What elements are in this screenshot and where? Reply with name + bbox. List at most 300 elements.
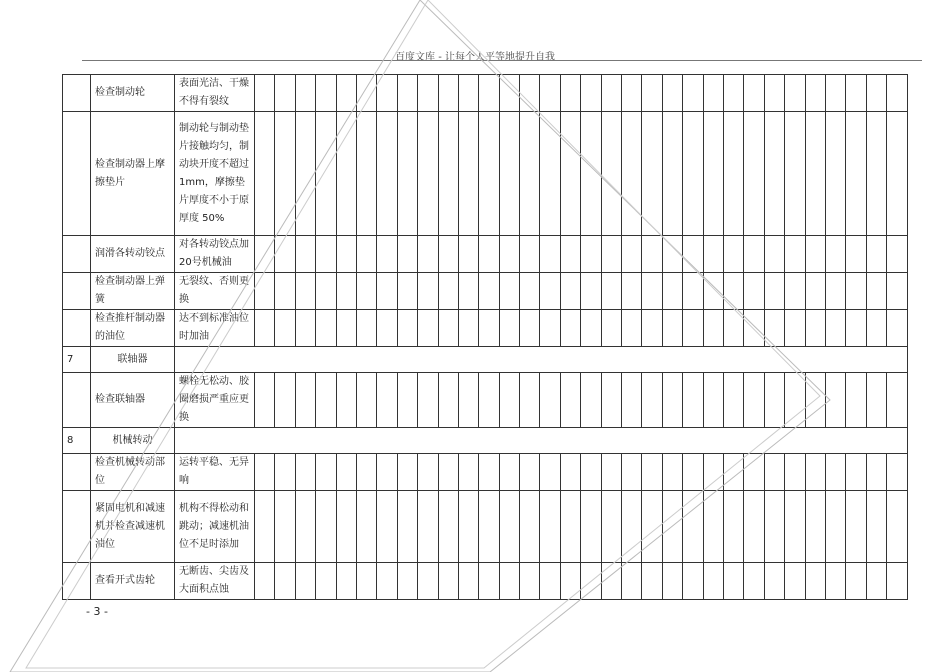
record-cell[interactable] <box>418 112 438 236</box>
record-cell[interactable] <box>499 563 519 600</box>
record-cell[interactable] <box>458 310 478 347</box>
record-cell[interactable] <box>887 236 907 273</box>
record-cell[interactable] <box>560 454 580 491</box>
record-cell[interactable] <box>683 273 703 310</box>
record-cell[interactable] <box>255 112 275 236</box>
record-cell[interactable] <box>805 273 825 310</box>
record-cell[interactable] <box>356 112 376 236</box>
record-cell[interactable] <box>295 236 315 273</box>
record-cell[interactable] <box>846 112 866 236</box>
record-cell[interactable] <box>397 491 417 563</box>
record-cell[interactable] <box>785 112 805 236</box>
record-cell[interactable] <box>887 310 907 347</box>
record-cell[interactable] <box>601 310 621 347</box>
record-cell[interactable] <box>601 373 621 428</box>
record-cell[interactable] <box>499 273 519 310</box>
record-cell[interactable] <box>336 236 356 273</box>
record-cell[interactable] <box>887 112 907 236</box>
record-cell[interactable] <box>642 491 662 563</box>
record-cell[interactable] <box>336 373 356 428</box>
record-cell[interactable] <box>397 310 417 347</box>
record-cell[interactable] <box>377 373 397 428</box>
record-cell[interactable] <box>581 310 601 347</box>
record-cell[interactable] <box>846 273 866 310</box>
record-cell[interactable] <box>642 373 662 428</box>
record-cell[interactable] <box>560 563 580 600</box>
record-cell[interactable] <box>479 236 499 273</box>
record-cell[interactable] <box>866 454 886 491</box>
record-cell[interactable] <box>703 310 723 347</box>
record-cell[interactable] <box>723 310 743 347</box>
record-cell[interactable] <box>520 112 540 236</box>
record-cell[interactable] <box>703 454 723 491</box>
record-cell[interactable] <box>622 75 642 112</box>
record-cell[interactable] <box>744 491 764 563</box>
record-cell[interactable] <box>479 454 499 491</box>
record-cell[interactable] <box>785 563 805 600</box>
check-item: 检查联轴器 <box>91 373 175 428</box>
record-cell[interactable] <box>744 373 764 428</box>
record-cell[interactable] <box>662 563 682 600</box>
record-cell[interactable] <box>458 236 478 273</box>
record-cell[interactable] <box>723 112 743 236</box>
record-cell[interactable] <box>622 273 642 310</box>
record-cell[interactable] <box>846 454 866 491</box>
record-cell[interactable] <box>764 310 784 347</box>
record-cell[interactable] <box>662 236 682 273</box>
record-cell[interactable] <box>438 236 458 273</box>
record-cell[interactable] <box>581 75 601 112</box>
record-cell[interactable] <box>438 563 458 600</box>
check-standard: 无断齿、尖齿及大面积点蚀 <box>175 563 255 600</box>
table-row <box>63 236 908 273</box>
record-cell[interactable] <box>703 563 723 600</box>
record-cell[interactable] <box>275 310 295 347</box>
record-cell[interactable] <box>560 112 580 236</box>
record-cell[interactable] <box>805 491 825 563</box>
record-cell[interactable] <box>825 373 845 428</box>
record-cell[interactable] <box>438 75 458 112</box>
record-cell[interactable] <box>255 75 275 112</box>
record-cell[interactable] <box>723 373 743 428</box>
record-cell[interactable] <box>703 75 723 112</box>
record-cell[interactable] <box>805 373 825 428</box>
record-cell[interactable] <box>377 75 397 112</box>
record-cell[interactable] <box>662 273 682 310</box>
record-cell[interactable] <box>581 273 601 310</box>
record-cell[interactable] <box>336 563 356 600</box>
record-cell[interactable] <box>540 563 560 600</box>
record-cell[interactable] <box>764 563 784 600</box>
record-cell[interactable] <box>458 454 478 491</box>
record-cell[interactable] <box>418 310 438 347</box>
record-cell[interactable] <box>642 273 662 310</box>
record-cell[interactable] <box>377 236 397 273</box>
record-cell[interactable] <box>764 273 784 310</box>
record-cell[interactable] <box>703 491 723 563</box>
record-cell[interactable] <box>275 273 295 310</box>
record-cell[interactable] <box>275 563 295 600</box>
record-cell[interactable] <box>295 454 315 491</box>
record-cell[interactable] <box>683 563 703 600</box>
record-cell[interactable] <box>520 75 540 112</box>
record-cell[interactable] <box>764 112 784 236</box>
record-cell[interactable] <box>316 491 336 563</box>
record-cell[interactable] <box>479 273 499 310</box>
record-cell[interactable] <box>642 236 662 273</box>
record-cell[interactable] <box>255 563 275 600</box>
record-cell[interactable] <box>825 563 845 600</box>
record-cell[interactable] <box>703 112 723 236</box>
record-cell[interactable] <box>458 112 478 236</box>
record-cell[interactable] <box>499 112 519 236</box>
record-cell[interactable] <box>438 454 458 491</box>
record-cell[interactable] <box>356 563 376 600</box>
record-cell[interactable] <box>295 491 315 563</box>
record-cell[interactable] <box>275 112 295 236</box>
record-cell[interactable] <box>560 236 580 273</box>
record-cell[interactable] <box>377 310 397 347</box>
record-cell[interactable] <box>316 563 336 600</box>
record-cell[interactable] <box>377 563 397 600</box>
record-cell[interactable] <box>397 75 417 112</box>
record-cell[interactable] <box>622 373 642 428</box>
record-cell[interactable] <box>785 75 805 112</box>
record-cell[interactable] <box>662 310 682 347</box>
record-cell[interactable] <box>825 491 845 563</box>
section-row <box>63 428 908 454</box>
record-cell[interactable] <box>581 454 601 491</box>
record-cell[interactable] <box>825 112 845 236</box>
record-cell[interactable] <box>295 563 315 600</box>
record-cell[interactable] <box>866 491 886 563</box>
record-cell[interactable] <box>540 310 560 347</box>
record-cell[interactable] <box>887 491 907 563</box>
record-cell[interactable] <box>622 454 642 491</box>
record-cell[interactable] <box>805 112 825 236</box>
record-cell[interactable] <box>887 273 907 310</box>
record-cell[interactable] <box>295 310 315 347</box>
record-cell[interactable] <box>785 373 805 428</box>
record-cell[interactable] <box>622 310 642 347</box>
record-cell[interactable] <box>744 563 764 600</box>
record-cell[interactable] <box>560 273 580 310</box>
record-cell[interactable] <box>540 112 560 236</box>
record-cell[interactable] <box>295 112 315 236</box>
record-cell[interactable] <box>520 310 540 347</box>
record-cell[interactable] <box>846 563 866 600</box>
record-cell[interactable] <box>397 373 417 428</box>
record-cell[interactable] <box>377 491 397 563</box>
record-cell[interactable] <box>560 310 580 347</box>
record-cell[interactable] <box>601 273 621 310</box>
record-cell[interactable] <box>438 112 458 236</box>
record-cell[interactable] <box>866 273 886 310</box>
record-cell[interactable] <box>866 112 886 236</box>
record-cell[interactable] <box>316 310 336 347</box>
record-cell[interactable] <box>336 75 356 112</box>
record-cell[interactable] <box>479 563 499 600</box>
record-cell[interactable] <box>295 373 315 428</box>
record-cell[interactable] <box>662 373 682 428</box>
record-cell[interactable] <box>336 310 356 347</box>
record-cell[interactable] <box>805 563 825 600</box>
record-cell[interactable] <box>418 563 438 600</box>
record-cell[interactable] <box>540 273 560 310</box>
record-cell[interactable] <box>255 273 275 310</box>
record-cell[interactable] <box>744 236 764 273</box>
record-cell[interactable] <box>255 373 275 428</box>
record-cell[interactable] <box>723 273 743 310</box>
record-cell[interactable] <box>540 75 560 112</box>
record-cell[interactable] <box>887 563 907 600</box>
record-cell[interactable] <box>458 373 478 428</box>
record-cell[interactable] <box>683 310 703 347</box>
record-cell[interactable] <box>683 112 703 236</box>
record-cell[interactable] <box>560 373 580 428</box>
record-cell[interactable] <box>438 491 458 563</box>
record-cell[interactable] <box>275 491 295 563</box>
record-cell[interactable] <box>642 112 662 236</box>
row-number-cell <box>63 112 91 236</box>
record-cell[interactable] <box>499 491 519 563</box>
record-cell[interactable] <box>866 236 886 273</box>
record-cell[interactable] <box>805 454 825 491</box>
record-cell[interactable] <box>479 112 499 236</box>
record-cell[interactable] <box>723 563 743 600</box>
record-cell[interactable] <box>438 373 458 428</box>
record-cell[interactable] <box>601 563 621 600</box>
record-cell[interactable] <box>601 454 621 491</box>
record-cell[interactable] <box>479 75 499 112</box>
record-cell[interactable] <box>356 373 376 428</box>
record-cell[interactable] <box>825 75 845 112</box>
record-cell[interactable] <box>377 273 397 310</box>
record-cell[interactable] <box>275 454 295 491</box>
record-cell[interactable] <box>418 491 438 563</box>
record-cell[interactable] <box>499 373 519 428</box>
record-cell[interactable] <box>540 373 560 428</box>
record-cell[interactable] <box>683 454 703 491</box>
record-cell[interactable] <box>336 112 356 236</box>
record-cell[interactable] <box>764 373 784 428</box>
record-cell[interactable] <box>764 75 784 112</box>
record-cell[interactable] <box>785 491 805 563</box>
record-cell[interactable] <box>744 273 764 310</box>
record-cell[interactable] <box>764 491 784 563</box>
record-cell[interactable] <box>622 491 642 563</box>
record-cell[interactable] <box>316 236 336 273</box>
record-cell[interactable] <box>356 491 376 563</box>
record-cell[interactable] <box>418 373 438 428</box>
record-cell[interactable] <box>438 273 458 310</box>
record-cell[interactable] <box>336 454 356 491</box>
record-cell[interactable] <box>622 563 642 600</box>
record-cell[interactable] <box>397 563 417 600</box>
record-cell[interactable] <box>397 236 417 273</box>
record-cell[interactable] <box>397 112 417 236</box>
record-cell[interactable] <box>601 491 621 563</box>
record-cell[interactable] <box>785 273 805 310</box>
record-cell[interactable] <box>479 491 499 563</box>
record-cell[interactable] <box>397 454 417 491</box>
record-cell[interactable] <box>703 373 723 428</box>
record-cell[interactable] <box>560 75 580 112</box>
record-cell[interactable] <box>723 454 743 491</box>
record-cell[interactable] <box>295 75 315 112</box>
record-cell[interactable] <box>499 454 519 491</box>
record-cell[interactable] <box>540 454 560 491</box>
record-cell[interactable] <box>866 75 886 112</box>
record-cell[interactable] <box>581 373 601 428</box>
record-cell[interactable] <box>866 563 886 600</box>
record-cell[interactable] <box>255 236 275 273</box>
record-cell[interactable] <box>520 236 540 273</box>
record-cell[interactable] <box>723 236 743 273</box>
record-cell[interactable] <box>520 273 540 310</box>
record-cell[interactable] <box>316 112 336 236</box>
record-cell[interactable] <box>499 236 519 273</box>
record-cell[interactable] <box>418 236 438 273</box>
record-cell[interactable] <box>683 373 703 428</box>
record-cell[interactable] <box>336 491 356 563</box>
record-cell[interactable] <box>499 310 519 347</box>
record-cell[interactable] <box>683 75 703 112</box>
record-cell[interactable] <box>785 310 805 347</box>
record-cell[interactable] <box>540 491 560 563</box>
record-cell[interactable] <box>887 454 907 491</box>
record-cell[interactable] <box>703 236 723 273</box>
record-cell[interactable] <box>805 310 825 347</box>
record-cell[interactable] <box>683 491 703 563</box>
record-cell[interactable] <box>846 236 866 273</box>
record-cell[interactable] <box>255 454 275 491</box>
row-number-cell <box>63 373 91 428</box>
record-cell[interactable] <box>458 563 478 600</box>
record-cell[interactable] <box>683 236 703 273</box>
row-number-cell <box>63 310 91 347</box>
table-row <box>63 75 908 112</box>
record-cell[interactable] <box>458 75 478 112</box>
record-cell[interactable] <box>825 273 845 310</box>
record-cell[interactable] <box>356 236 376 273</box>
record-cell[interactable] <box>520 454 540 491</box>
record-cell[interactable] <box>356 310 376 347</box>
record-cell[interactable] <box>316 273 336 310</box>
record-cell[interactable] <box>275 373 295 428</box>
record-cell[interactable] <box>805 236 825 273</box>
record-cell[interactable] <box>255 310 275 347</box>
record-cell[interactable] <box>499 75 519 112</box>
record-cell[interactable] <box>601 112 621 236</box>
record-cell[interactable] <box>520 563 540 600</box>
record-cell[interactable] <box>479 373 499 428</box>
record-cell[interactable] <box>520 491 540 563</box>
record-cell[interactable] <box>581 236 601 273</box>
record-cell[interactable] <box>275 75 295 112</box>
record-cell[interactable] <box>581 563 601 600</box>
record-cell[interactable] <box>744 75 764 112</box>
record-cell[interactable] <box>662 75 682 112</box>
record-cell[interactable] <box>642 75 662 112</box>
record-cell[interactable] <box>418 454 438 491</box>
record-cell[interactable] <box>887 373 907 428</box>
record-cell[interactable] <box>744 454 764 491</box>
record-cell[interactable] <box>275 236 295 273</box>
record-cell[interactable] <box>825 236 845 273</box>
check-item: 检查制动轮 <box>91 75 175 112</box>
section-number: 7 <box>63 347 91 373</box>
record-cell[interactable] <box>479 310 499 347</box>
record-cell[interactable] <box>520 373 540 428</box>
record-cell[interactable] <box>418 273 438 310</box>
record-cell[interactable] <box>295 273 315 310</box>
record-cell[interactable] <box>703 273 723 310</box>
record-cell[interactable] <box>825 310 845 347</box>
record-cell[interactable] <box>356 454 376 491</box>
record-cell[interactable] <box>377 112 397 236</box>
record-cell[interactable] <box>866 373 886 428</box>
record-cell[interactable] <box>642 310 662 347</box>
record-cell[interactable] <box>356 75 376 112</box>
record-cell[interactable] <box>458 491 478 563</box>
record-cell[interactable] <box>744 310 764 347</box>
record-cell[interactable] <box>601 75 621 112</box>
record-cell[interactable] <box>540 236 560 273</box>
record-cell[interactable] <box>397 273 417 310</box>
record-cell[interactable] <box>622 236 642 273</box>
record-cell[interactable] <box>316 373 336 428</box>
record-cell[interactable] <box>744 112 764 236</box>
record-cell[interactable] <box>642 563 662 600</box>
record-cell[interactable] <box>581 112 601 236</box>
record-cell[interactable] <box>377 454 397 491</box>
record-cell[interactable] <box>601 236 621 273</box>
record-cell[interactable] <box>418 75 438 112</box>
record-cell[interactable] <box>662 491 682 563</box>
record-cell[interactable] <box>785 454 805 491</box>
record-cell[interactable] <box>662 112 682 236</box>
record-cell[interactable] <box>887 75 907 112</box>
record-cell[interactable] <box>356 273 376 310</box>
record-cell[interactable] <box>316 75 336 112</box>
record-cell[interactable] <box>662 454 682 491</box>
record-cell[interactable] <box>785 236 805 273</box>
section-row <box>63 347 908 373</box>
record-cell[interactable] <box>622 112 642 236</box>
record-cell[interactable] <box>316 454 336 491</box>
record-cell[interactable] <box>458 273 478 310</box>
record-cell[interactable] <box>723 75 743 112</box>
check-standard: 机构不得松动和跳动；减速机油位不足时添加 <box>175 491 255 563</box>
record-cell[interactable] <box>846 310 866 347</box>
record-cell[interactable] <box>336 273 356 310</box>
record-cell[interactable] <box>642 454 662 491</box>
record-cell[interactable] <box>764 236 784 273</box>
record-cell[interactable] <box>723 491 743 563</box>
record-cell[interactable] <box>255 491 275 563</box>
record-cell[interactable] <box>846 75 866 112</box>
record-cell[interactable] <box>581 491 601 563</box>
record-cell[interactable] <box>560 491 580 563</box>
record-cell[interactable] <box>438 310 458 347</box>
record-cell[interactable] <box>866 310 886 347</box>
record-cell[interactable] <box>846 491 866 563</box>
record-cell[interactable] <box>764 454 784 491</box>
record-cell[interactable] <box>825 454 845 491</box>
record-cell[interactable] <box>846 373 866 428</box>
record-cell[interactable] <box>805 75 825 112</box>
